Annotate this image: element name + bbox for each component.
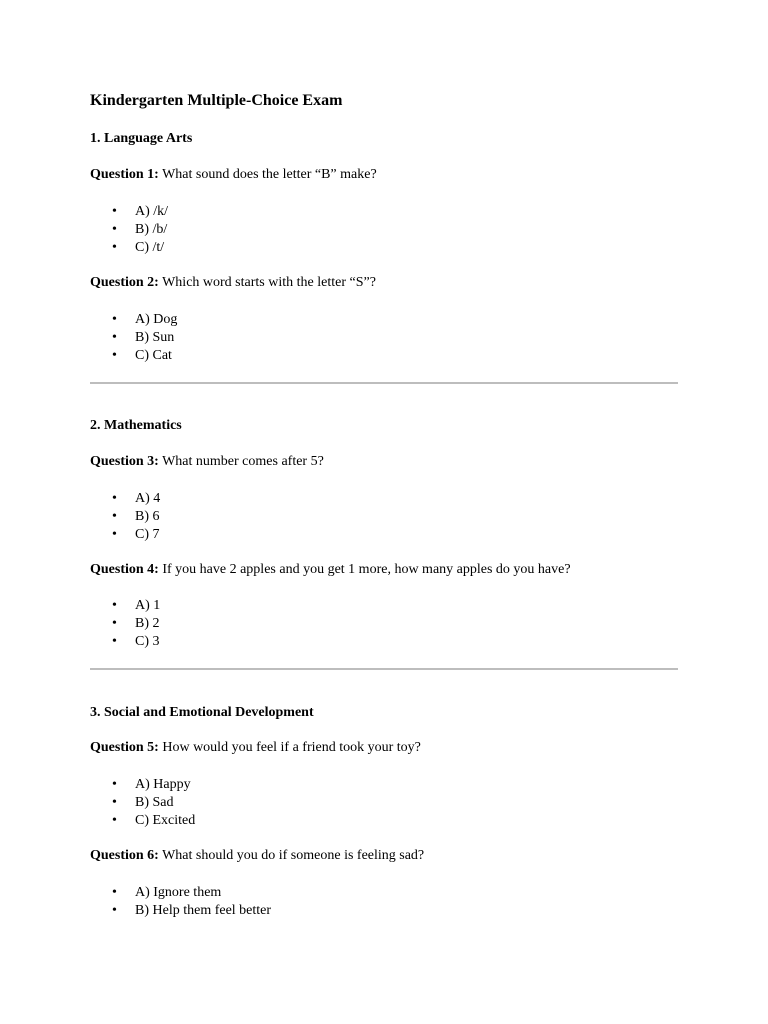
option-text: C) 7 <box>135 527 160 542</box>
option-text: B) /b/ <box>135 222 168 237</box>
question-label: Question 4: <box>90 562 159 577</box>
question-text: If you have 2 apples and you get 1 more, how many apples do you have? <box>158 562 571 577</box>
bullet-icon: • <box>112 491 117 506</box>
question-label: Question 5: <box>90 740 159 755</box>
section-heading-mathematics: 2. Mathematics <box>90 418 182 433</box>
option-item <box>90 615 160 633</box>
option-text: B) Sun <box>135 330 175 345</box>
option-item <box>90 633 160 651</box>
question-label: Question 2: <box>90 275 159 290</box>
bullet-icon: • <box>112 240 117 255</box>
option-text: C) Cat <box>135 348 172 363</box>
bullet-icon: • <box>112 813 117 828</box>
question-text: What sound does the letter “B” make? <box>158 167 377 182</box>
option-item <box>90 902 271 920</box>
option-text: B) 6 <box>135 509 160 524</box>
option-text: B) Sad <box>135 795 174 810</box>
option-item <box>90 776 195 794</box>
bullet-icon: • <box>112 527 117 542</box>
question-text: What should you do if someone is feeling sad? <box>158 848 425 863</box>
exam-title: Kindergarten Multiple-Choice Exam <box>90 92 343 109</box>
option-text: A) Dog <box>135 312 178 327</box>
section-divider <box>90 668 678 670</box>
question-1 <box>90 167 377 183</box>
option-text: C) 3 <box>135 634 160 649</box>
bullet-icon: • <box>112 634 117 649</box>
question-2-options <box>90 311 177 365</box>
section-divider <box>90 382 678 384</box>
bullet-icon: • <box>112 777 117 792</box>
question-label: Question 6: <box>90 848 159 863</box>
bullet-icon: • <box>112 509 117 524</box>
question-4-options <box>90 597 160 651</box>
bullet-icon: • <box>112 222 117 237</box>
bullet-icon: • <box>112 598 117 613</box>
bullet-icon: • <box>112 616 117 631</box>
bullet-icon: • <box>112 312 117 327</box>
question-6-options <box>90 884 271 920</box>
question-6 <box>90 848 424 864</box>
section-heading-social-emotional: 3. Social and Emotional Development <box>90 705 314 720</box>
bullet-icon: • <box>112 903 117 918</box>
option-text: A) Ignore them <box>135 885 222 900</box>
option-text: A) Happy <box>135 777 191 792</box>
bullet-icon: • <box>112 204 117 219</box>
question-5 <box>90 740 421 756</box>
bullet-icon: • <box>112 330 117 345</box>
question-3-options <box>90 490 160 544</box>
option-item <box>90 884 271 902</box>
option-item <box>90 490 160 508</box>
option-text: C) /t/ <box>135 240 165 255</box>
question-label: Question 1: <box>90 167 159 182</box>
option-item <box>90 794 195 812</box>
question-4 <box>90 562 571 578</box>
question-3 <box>90 454 324 470</box>
bullet-icon: • <box>112 795 117 810</box>
question-2 <box>90 275 376 291</box>
option-item <box>90 347 177 365</box>
section-heading-language-arts: 1. Language Arts <box>90 131 193 146</box>
option-item <box>90 311 177 329</box>
bullet-icon: • <box>112 348 117 363</box>
option-text: A) 4 <box>135 491 161 506</box>
option-item <box>90 239 168 257</box>
option-text: B) 2 <box>135 616 160 631</box>
option-text: A) /k/ <box>135 204 169 219</box>
option-text: B) Help them feel better <box>135 903 272 918</box>
option-item <box>90 597 160 615</box>
question-text: How would you feel if a friend took your toy? <box>158 740 421 755</box>
question-1-options <box>90 203 168 257</box>
question-label: Question 3: <box>90 454 159 469</box>
option-item <box>90 812 195 830</box>
option-item <box>90 508 160 526</box>
question-text: Which word starts with the letter “S”? <box>158 275 376 290</box>
option-text: C) Excited <box>135 813 196 828</box>
option-item <box>90 221 168 239</box>
option-text: A) 1 <box>135 598 161 613</box>
option-item <box>90 329 177 347</box>
option-item <box>90 526 160 544</box>
bullet-icon: • <box>112 885 117 900</box>
question-5-options <box>90 776 195 830</box>
option-item <box>90 203 168 221</box>
question-text: What number comes after 5? <box>158 454 324 469</box>
